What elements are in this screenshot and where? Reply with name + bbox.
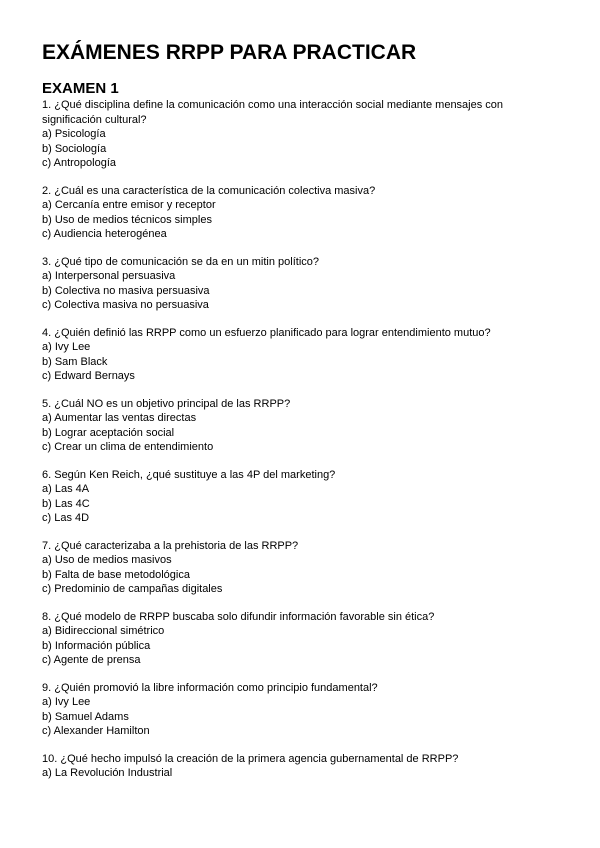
option-a: a) Interpersonal persuasiva (42, 270, 176, 282)
question-text: 2. ¿Cuál es una característica de la comunicación colectiva masiva? (42, 184, 376, 197)
option-c: c) Agente de prensa (42, 654, 141, 666)
option-b: b) Las 4C (42, 497, 90, 510)
option-a: a) Uso de medios masivos (42, 554, 172, 566)
option-b: b) Sam Black (42, 355, 108, 368)
question-7 (42, 539, 562, 597)
question-text: 9. ¿Quién promovió la libre información como principio fundamental? (42, 681, 378, 694)
question-9 (42, 681, 562, 739)
option-b: b) Sociología (42, 142, 107, 155)
question-1 (42, 98, 562, 171)
option-c: c) Alexander Hamilton (42, 725, 150, 737)
option-c: c) Edward Bernays (42, 370, 135, 382)
option-a: a) Bidireccional simétrico (42, 625, 165, 637)
option-b: b) Lograr aceptación social (42, 426, 175, 439)
option-a: a) Psicología (42, 128, 106, 140)
question-2 (42, 184, 562, 242)
option-a: a) Cercanía entre emisor y receptor (42, 199, 216, 211)
question-list (42, 98, 562, 794)
option-b: b) Información pública (42, 639, 151, 652)
option-b: b) Samuel Adams (42, 710, 129, 723)
option-a: a) Las 4A (42, 483, 90, 495)
question-4 (42, 326, 562, 384)
option-b: b) Uso de medios técnicos simples (42, 213, 212, 226)
question-text: 10. ¿Qué hecho impulsó la creación de la primera agencia gubernamental de RRPP? (42, 752, 459, 765)
option-c: c) Audiencia heterogénea (42, 228, 167, 240)
option-a: a) Ivy Lee (42, 341, 91, 353)
question-6 (42, 468, 562, 526)
option-a: a) Ivy Lee (42, 696, 91, 708)
question-text: 7. ¿Qué caracterizaba a la prehistoria de las RRPP? (42, 539, 299, 552)
option-b: b) Colectiva no masiva persuasiva (42, 284, 210, 297)
question-3 (42, 255, 562, 313)
question-10 (42, 752, 562, 781)
option-c: c) Crear un clima de entendimiento (42, 441, 214, 453)
question-text: 5. ¿Cuál NO es un objetivo principal de las RRPP? (42, 397, 291, 410)
option-c: c) Colectiva masiva no persuasiva (42, 299, 209, 311)
question-8 (42, 610, 562, 668)
question-text: 6. Según Ken Reich, ¿qué sustituye a las 4P del marketing? (42, 468, 336, 481)
option-a: a) La Revolución Industrial (42, 767, 173, 779)
question-5 (42, 397, 562, 455)
document-title: EXÁMENES RRPP PARA PRACTICAR (42, 41, 417, 64)
option-b: b) Falta de base metodológica (42, 568, 190, 581)
option-a: a) Aumentar las ventas directas (42, 412, 197, 424)
question-text: 4. ¿Quién definió las RRPP como un esfuerzo planificado para lograr entendimiento mutuo? (42, 326, 491, 339)
question-text: 1. ¿Qué disciplina define la comunicación como una interacción social mediante mensajes con significación cultural? (42, 99, 504, 126)
question-text: 3. ¿Qué tipo de comunicación se da en un mitin político? (42, 255, 319, 268)
exam-heading: EXAMEN 1 (42, 80, 119, 97)
option-c: c) Antropología (42, 157, 116, 169)
question-text: 8. ¿Qué modelo de RRPP buscaba solo difundir información favorable sin ética? (42, 610, 435, 623)
option-c: c) Predominio de campañas digitales (42, 583, 223, 595)
option-c: c) Las 4D (42, 512, 90, 524)
